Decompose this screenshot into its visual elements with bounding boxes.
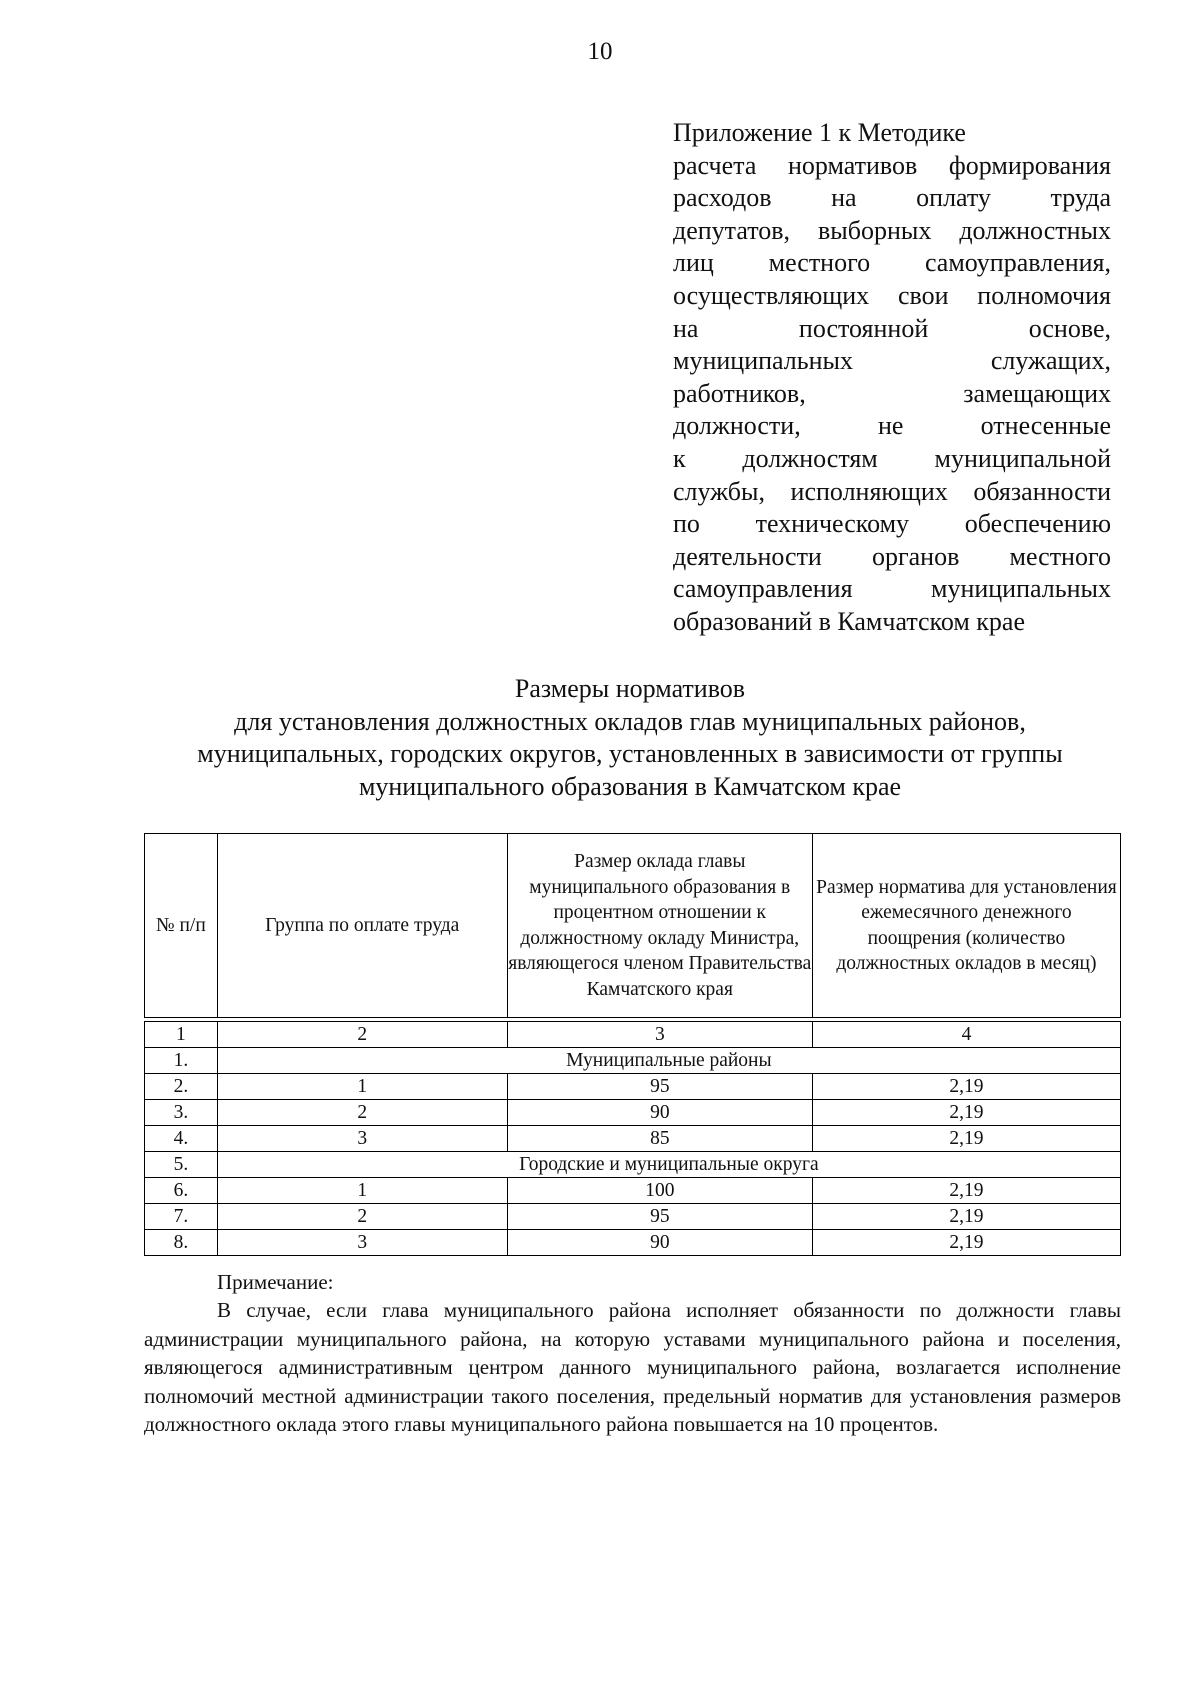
header-norm: Размер норматива для установления ежемесячного денежного поощрения (количество должностных окладов в месяц) [812,834,1120,1018]
appendix-line: деятельности органов местного [673,541,1111,571]
appendix-line: депутатов, выборных должностных [673,215,1111,245]
appendix-line: работников, замещающих [673,378,1111,408]
table-cell: 3 [507,1022,812,1048]
appendix-line: муниципальных служащих, [673,346,1111,376]
appendix-line: осуществляющих свои полномочия [673,280,1111,310]
table-cell: 8. [145,1230,218,1256]
title-line: муниципального образования в Камчатском крае [358,771,902,801]
table-cell: 2 [217,1204,507,1230]
table-row [145,1048,1121,1074]
table-cell: 100 [507,1178,812,1204]
table-cell: 2. [145,1074,218,1100]
table-cell: 3. [145,1100,218,1126]
appendix-line: службы, исполняющих обязанности [673,476,1111,506]
title-line: для установления должностных окладов глав муниципальных районов, [234,706,1026,736]
appendix-line: расчета нормативов формирования [673,150,1111,180]
table-cell: 7. [145,1204,218,1230]
table-row [145,1152,1121,1178]
table-cell: 90 [507,1100,812,1126]
appendix-line: Приложение 1 к Методике [673,118,966,147]
table-cell: 4. [145,1126,218,1152]
header-number: № п/п [145,834,218,1018]
table-cell: 2 [217,1022,507,1048]
table-cell: 5. [145,1152,218,1178]
table-header [144,833,1121,1018]
page-number: 10 [587,38,613,65]
appendix-line: расходов на оплату труда [673,183,1111,213]
table-cell: 90 [507,1230,812,1256]
table-cell: 3 [217,1230,507,1256]
table-cell: 1. [145,1048,218,1074]
appendix-line: на постоянной основе, [673,313,1111,343]
appendix-line: самоуправления муниципальных [673,574,1111,604]
section-cell: Муниципальные районы [217,1048,1120,1074]
document-title [100,673,1160,803]
table-cell: 2,19 [812,1126,1120,1152]
table-cell: 4 [812,1022,1120,1048]
table-cell: 2,19 [812,1074,1120,1100]
table-row [145,1126,1121,1152]
table-cell: 95 [507,1204,812,1230]
appendix-line: к должностям муниципальной [673,443,1111,473]
table-body [144,1021,1121,1256]
header-group: Группа по оплате труда [217,834,507,1018]
title-line: муниципальных, городских округов, установленных в зависимости от группы [197,739,1063,769]
title-line: Размеры нормативов [514,674,746,703]
appendix-line: по техническому обеспечению [673,509,1111,539]
table-cell: 95 [507,1074,812,1100]
note-block [144,1268,1121,1438]
table-cell: 1 [145,1022,218,1048]
table-row [145,1074,1121,1100]
table-cell: 1 [217,1074,507,1100]
note-label: Примечание: [217,1270,334,1294]
appendix-line: лиц местного самоуправления, [673,248,1111,278]
appendix-line: должности, не отнесенные [673,411,1111,441]
table-cell: 2,19 [812,1230,1120,1256]
table-row [145,1100,1121,1126]
table-cell: 6. [145,1178,218,1204]
column-numbers-row [145,1022,1121,1048]
table-cell: 85 [507,1126,812,1152]
note-text: В случае, если глава муниципального района исполняет обязанности по должности главы администрации муниципального района, на которую уставами муниципального района и поселения, являющегося административным центром данного муниципального района, возлагается исполнение полномочий местной администрации такого поселения, предельный норматив для установления размеров должностного оклада этого главы муниципального района повышается на 10 процентов. [144,1298,1121,1437]
table-row [145,1230,1121,1256]
table-cell: 3 [217,1126,507,1152]
header-salary: Размер оклада главы муниципального образования в процентном отношении к должностному окладу Министра, являющегося членом Правительства Камчатского края [507,834,812,1018]
table-cell: 2 [217,1100,507,1126]
table-row [145,1204,1121,1230]
table-cell: 2,19 [812,1100,1120,1126]
section-cell: Городские и муниципальные округа [217,1152,1120,1178]
appendix-block [673,117,1111,639]
appendix-line: образований в Камчатском крае [673,606,1026,636]
table-row [145,1178,1121,1204]
table-cell: 2,19 [812,1178,1120,1204]
table-cell: 2,19 [812,1204,1120,1230]
table-cell: 1 [217,1178,507,1204]
